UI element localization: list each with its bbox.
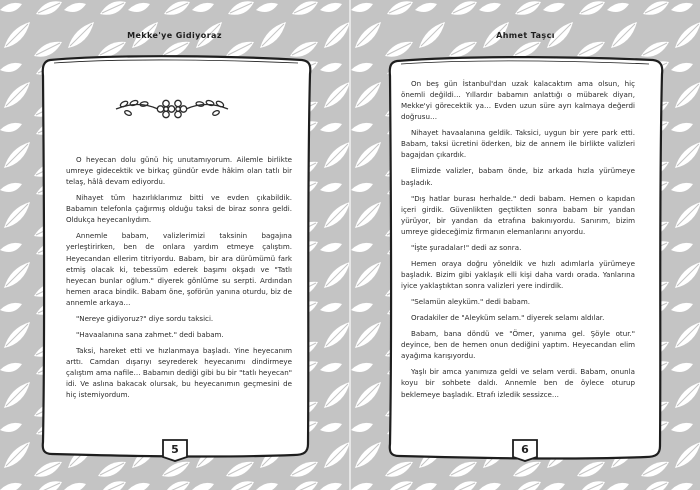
paragraph: Hemen oraya doğru yöneldik ve hızlı adımlarla yürümeye başladık. Bizim gibi yaklaşık elli kişi daha vardı orada. Yanlarına iyice yaklaştıktan sonra valizleri yere indirdik. xyxy=(401,258,635,290)
paragraph: Taksi, hareket etti ve hızlanmaya başladı. Yine heyecanım arttı. Camdan dışarıyı seyrederek heyecanımı dindirmeye çalıştım ama nafile… Babamın dediği gibi bu bir "tatlı heyecan" idi. Ve aslına bakacak olursak, bu heyecanımın geçmesini de hiç istemiyordum. xyxy=(66,345,292,400)
page-number: 5 xyxy=(171,443,179,456)
paragraph: O heyecan dolu günü hiç unutamıyorum. Ailemle birlikte umreye gidecektik ve birkaç gündür evde hâkim olan tatlı bir telaş, hâlâ devam ediyordu. xyxy=(66,155,292,187)
paragraph: "Havaalanına sana zahmet." dedi babam. xyxy=(76,329,224,339)
floral-divider-icon xyxy=(110,96,234,122)
paragraph: "Dış hatlar burası herhalde." dedi babam. Hemen o kapıdan içeri girdik. Güvenlikten geçtikten sonra babam bir yandan yürüyor, bir yandan da etrafına bakınıyordu. Sanırım, bizim umreye gideceğimiz firmanın elemanlarını arıyordu. xyxy=(401,193,635,236)
paragraph: "Nereye gidiyoruz?" diye sordu taksici. xyxy=(76,313,214,323)
paragraph: Yaşlı bir amca yanımıza geldi ve selam verdi. Babam, onunla koyu bir sohbete daldı. Annemle ben de öylece oturup beklemeye başladık. Etrafı izledik sessizce… xyxy=(401,367,635,399)
right-page-body xyxy=(401,78,635,405)
paragraph: Annemle babam, valizlerimizi taksinin bagajına yerleştirirken, ben de onlara yardım etmeye çalıştım. Heyecandan ellerim titriyordu. Babam, bir ara dürümümü fark etmiş olacak ki, tebessüm ederek başımı okşadı ve "Tatlı heyecan bunlar oğlum." diyerek gönlüme su serpti. Ardından hemen araca bindik. Babam öne, şoförün yanına oturdu, biz de annemle arkaya… xyxy=(66,231,292,307)
page-number-badge-left xyxy=(160,437,190,463)
paragraph: Oradakiler de "Aleyküm selam." diyerek selamı aldılar. xyxy=(411,313,605,323)
left-page-body xyxy=(66,154,292,405)
running-head-right: Ahmet Taşcı xyxy=(496,31,555,40)
right-page xyxy=(351,0,700,490)
paragraph: On beş gün İstanbul'dan uzak kalacaktım ama olsun, hiç önemli değildi… Yıllardır babamın anlattığı o mübarek diyarı, Mekke'yi görecektik ya… Evden uzun süre ayrı kalmaya değerdi doğrusu… xyxy=(401,79,635,122)
page-number-badge-right xyxy=(510,437,540,463)
paragraph: Elimizde valizler, babam önde, biz arkada hızla yürümeye başladık. xyxy=(401,166,635,187)
paragraph: "İşte şuradalar!" dedi az sonra. xyxy=(411,242,522,252)
running-head-left: Mekke'ye Gidiyoraz xyxy=(127,31,222,40)
paragraph: Nihayet havaalanına geldik. Taksici, uygun bir yere park etti. Babam, taksi ücretini öderken, biz de annem ile birlikte valizleri bagajdan çıkardık. xyxy=(401,128,635,160)
paragraph: Babam, bana döndü ve "Ömer, yanıma gel. Şöyle otur." deyince, ben de hemen onun dediğini yaptım. Heyecandan elim ayağıma karışıyordu. xyxy=(401,329,635,361)
paragraph: "Selamün aleyküm." dedi babam. xyxy=(411,297,531,307)
page-number: 6 xyxy=(521,443,529,456)
left-page xyxy=(0,0,349,490)
paragraph: Nihayet tüm hazırlıklarımız bitti ve evden çıkabildik. Babamın telefonla çağırmış olduğu taksi de biraz sonra geldi. Oldukça heyecanlıydım. xyxy=(66,193,292,225)
